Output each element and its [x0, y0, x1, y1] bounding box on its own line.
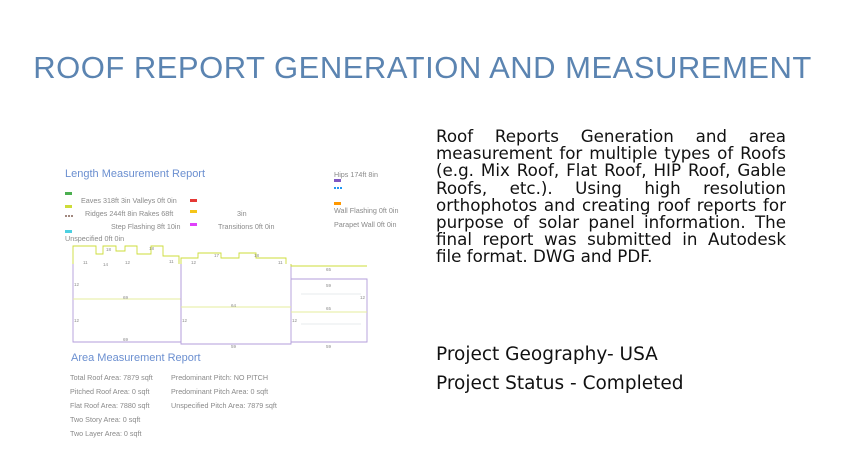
legend-rakes-extra: 3in [237, 209, 247, 218]
parapet-swatch [334, 187, 342, 190]
roof-report-image [55, 160, 415, 450]
unspecified-swatch [65, 230, 72, 233]
project-status: Project Status - Completed [436, 373, 684, 394]
slide-title: ROOF REPORT GENERATION AND MEASUREMENT [33, 50, 812, 85]
project-geography: Project Geography- USA [436, 344, 658, 365]
area-flat: Flat Roof Area: 7880 sqft [70, 401, 150, 410]
legend-step-flashing: Step Flashing 8ft 10in [111, 222, 181, 231]
legend-transitions: Transitions 0ft 0in [218, 222, 275, 231]
plan-label: 18 [254, 253, 260, 258]
plan-label: 11 [83, 260, 88, 265]
transitions-swatch [190, 223, 197, 226]
plan-label: 59 [326, 283, 332, 288]
legend-hips: Hips 174ft 8in [334, 170, 378, 179]
legend-unspecified: Unspecified 0ft 0in [65, 234, 125, 243]
rakes-swatch [190, 210, 197, 213]
plan-label: 59 [231, 344, 237, 349]
area-two-story: Two Story Area: 0 sqft [70, 415, 141, 424]
ridges-swatch [65, 205, 72, 208]
plan-label: 65 [326, 267, 332, 272]
plan-label: 18 [106, 247, 112, 252]
plan-label: 12 [74, 318, 80, 323]
plan-label: 12 [191, 260, 197, 265]
project-description: Roof Reports Generation and area measurement for multiple types of Roofs (e.g. Mix Roof, Flat Roof, HIP Roof, Gable Roofs, etc.). Using high resolution orthophotos and creating roof reports for purpose of solar panel information. The final report was submitted in Autodesk file format. DWG and PDF. [436, 126, 786, 267]
plan-label: 12 [292, 318, 298, 323]
area-pitched: Pitched Roof Area: 0 sqft [70, 387, 150, 396]
wall-flashing-swatch [334, 202, 341, 205]
plan-label: 17 [214, 253, 220, 258]
area-predominant-pitch-area: Predominant Pitch Area: 0 sqft [171, 387, 269, 396]
plan-label: 12 [74, 282, 80, 287]
plan-label: 12 [360, 295, 366, 300]
area-unspecified-pitch-area: Unspecified Pitch Area: 7879 sqft [171, 401, 277, 410]
eaves-swatch [65, 192, 72, 195]
plan-label: 12 [182, 318, 188, 323]
plan-label: 59 [326, 344, 332, 349]
valleys-swatch [190, 199, 197, 202]
plan-label: 11 [278, 260, 283, 265]
plan-label: 12 [125, 260, 131, 265]
plan-label: 14 [103, 262, 109, 267]
plan-label: 11 [169, 259, 174, 264]
plan-label: 64 [231, 303, 237, 308]
plan-label: 69 [123, 295, 129, 300]
plan-label: 18 [149, 246, 155, 251]
plan-label: 69 [123, 337, 129, 342]
area-two-layer: Two Layer Area: 0 sqft [70, 429, 142, 438]
area-report-heading: Area Measurement Report [71, 352, 201, 364]
area-total: Total Roof Area: 7879 sqft [70, 373, 153, 382]
step-flashing-swatch [65, 215, 73, 218]
length-report-heading: Length Measurement Report [65, 168, 206, 180]
roof-plan-diagram [71, 244, 371, 349]
legend-ridges: Ridges 244ft 8in Rakes 68ft [85, 209, 174, 218]
plan-label: 65 [326, 306, 332, 311]
legend-eaves: Eaves 318ft 3in Valleys 0ft 0in [81, 196, 177, 205]
hips-swatch [334, 179, 341, 182]
area-predominant-pitch: Predominant Pitch: NO PITCH [171, 373, 269, 382]
legend-wall-flashing: Wall Flashing 0ft 0in [334, 206, 399, 215]
legend-parapet-wall: Parapet Wall 0ft 0in [334, 220, 397, 229]
